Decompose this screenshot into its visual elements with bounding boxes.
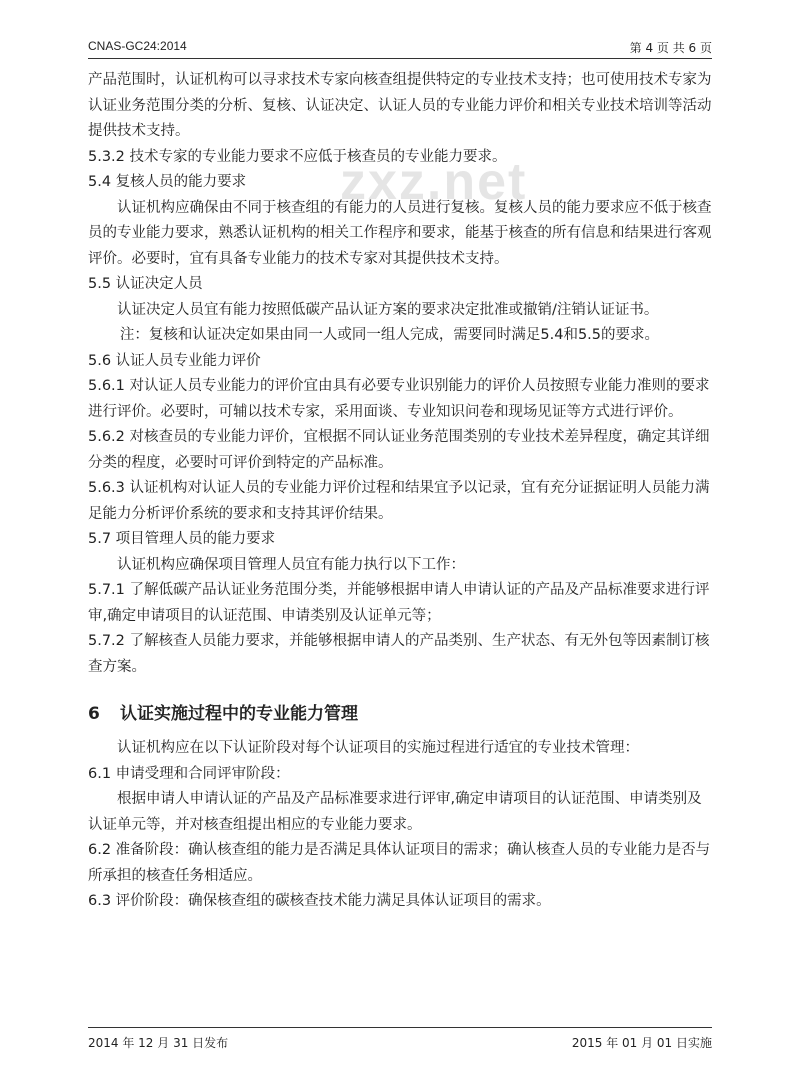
clause-6-2: 6.2 准备阶段：确认核查组的能力是否满足具体认证项目的需求；确认核查人员的专业能力是否与所承担的核查任务相适应。 [88, 842, 711, 884]
clause-5-7-2: 5.7.2 了解核查人员能力要求，并能够根据申请人的产品类别、生产状态、有无外包等因素制订核查方案。 [88, 633, 710, 675]
heading-5-7: 5.7 项目管理人员的能力要求 [88, 531, 276, 547]
paragraph-5-7: 认证机构应确保项目管理人员宜有能力执行以下工作： [117, 556, 465, 573]
heading-5-6: 5.6 认证人员专业能力评价 [88, 352, 261, 369]
section-number: 6 [88, 704, 100, 724]
document-body [88, 68, 712, 915]
heading-5-4: 5.4 复核人员的能力要求 [88, 174, 247, 190]
clause-5-7-1: 5.7.1 了解低碳产品认证业务范围分类，并能够根据申请人申请认证的产品及产品标准要求进行评审,确定申请项目的认证范围、申请类别及认证单元等； [88, 582, 710, 624]
clause-5-6-3: 5.6.3 认证机构对认证人员的专业能力评价过程和结果宜予以记录，宜有充分证据证明人员能力满足能力分析评价系统的要求和支持其评价结果。 [88, 480, 710, 522]
clause-5-6-2: 5.6.2 对核查员的专业能力评价，宜根据不同认证业务范围类别的专业技术差异程度，确定其详细分类的程度，必要时可评价到特定的产品标准。 [88, 429, 710, 471]
paragraph-5-4: 认证机构应确保由不同于核查组的有能力的人员进行复核。复核人员的能力要求应不低于核查员的专业能力要求，熟悉认证机构的相关工作程序和要求，能基于核查的所有信息和结果进行客观评价。必要时，宜有具备专业能力的技术专家对其提供技术支持。 [88, 199, 712, 267]
note: 注：复核和认证决定如果由同一人或同一组人完成，需要同时满足5.4和5.5的要求。 [119, 327, 660, 343]
clause-5-6-1: 5.6.1 对认证人员专业能力的评价宜由具有必要专业识别能力的评价人员按照专业能力准则的要求进行评价。必要时，可辅以技术专家，采用面谈、专业知识问卷和现场见证等方式进行评价。 [88, 378, 710, 420]
section-6-heading [88, 700, 712, 728]
paragraph-5-5: 认证决定人员宜有能力按照低碳产品认证方案的要求决定批准或撤销/注销认证证书。 [117, 301, 659, 318]
page-footer [88, 1027, 712, 1050]
heading-6-1: 6.1 申请受理和合同评审阶段： [88, 765, 290, 782]
page-number: 第 4 页 共 6 页 [629, 41, 712, 55]
paragraph-6: 认证机构应在以下认证阶段对每个认证项目的实施过程进行适宜的专业技术管理： [117, 740, 639, 756]
section-title: 认证实施过程中的专业能力管理 [120, 704, 358, 724]
heading-5-5: 5.5 认证决定人员 [88, 276, 203, 292]
paragraph-continued: 产品范围时，认证机构可以寻求技术专家向核查组提供特定的专业技术支持；也可使用技术专家为认证业务范围分类的分析、复核、认证决定、认证人员的专业能力评价和相关专业技术培训等活动提供技术支持。 [88, 72, 712, 139]
page-header [88, 36, 712, 59]
implement-date: 2015 年 01 月 01 日实施 [571, 1036, 712, 1050]
clause-5-3-2: 5.3.2 技术专家的专业能力要求不应低于核查员的专业能力要求。 [88, 148, 507, 165]
publish-date: 2014 年 12 月 31 日发布 [88, 1036, 229, 1050]
clause-6-3: 6.3 评价阶段：确保核查组的碳核查技术能力满足具体认证项目的需求。 [88, 893, 551, 909]
document-id: CNAS-GC24:2014 [88, 39, 187, 53]
paragraph-6-1: 根据申请人申请认证的产品及产品标准要求进行评审,确定申请项目的认证范围、申请类别及认证单元等，并对核查组提出相应的专业能力要求。 [88, 791, 702, 833]
watermark: zxz.net [340, 153, 528, 211]
